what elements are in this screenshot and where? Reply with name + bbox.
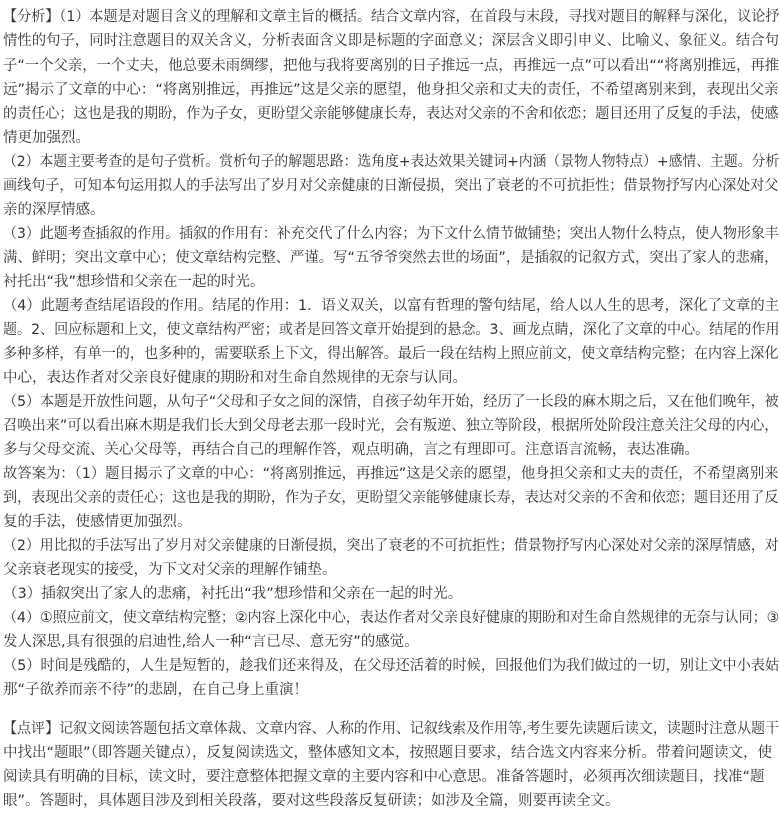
text-line: 情性的句子，同时注意题目的双关含义，分析表面含义即是标题的字面意义；深层含义即引申义、比喻义、象征义。结合句 bbox=[3, 33, 779, 49]
text-line: 中找出“题眼”（即答题关键点），反复阅读选文，整体感知文本，按照题目要求，结合选文内容来分析。带着问题读文，使 bbox=[3, 745, 773, 761]
text-line: 【分析】（1）本题是对题目含义的理解和文章主旨的概括。结合文章内容，在首段与末段，寻找对题目的解释与深化，议论抒 bbox=[3, 9, 780, 25]
text-line: 【点评】记叙文阅读答题包括文章体裁、文章内容、人称的作用、记叙线索及作用等,考生要先读题后读文，读题时注意从题干 bbox=[3, 721, 780, 737]
text-line: （2）本题主要考查的是句子赏析。赏析句子的解题思路：选角度+表达效果关键词+内涵（景物人物特点）+感情、主题。分析 bbox=[3, 154, 780, 170]
text-line: 情更加强烈。 bbox=[3, 130, 90, 146]
text-line: 复的手法，使感情更加强烈。 bbox=[3, 514, 192, 530]
text-line: 衬托出“我”想珍惜和父亲在一起的时光。 bbox=[3, 274, 265, 290]
text-line: 远”揭示了文章的中心：“将离别推远，再推远”这是父亲的愿望，他身担父亲和丈夫的责任，不希望离别来到，表现出父亲 bbox=[3, 82, 779, 98]
text-line: 发人深思,具有很强的启迪性,给人一种“言已尽、意无穷”的感觉。 bbox=[3, 634, 419, 650]
text-line: （5）本题是开放性问题，从句子“父母和子女之间的深情，自孩子幼年开始，经历了一长段的麻木期之后，又在他们晚年，被 bbox=[3, 394, 779, 410]
text-line: 那“子欲养而亲不待”的悲剧，在自己身上重演！ bbox=[3, 682, 309, 698]
text-line: 多与父母交流、关心父母等，再结合自己的理解作答，观点明确，言之有理即可。注意语言流畅，表达准确。 bbox=[3, 442, 699, 458]
text-line: 题。2、回应标题和上文，使文章结构严密；或者是回答文章开始提到的悬念。3、画龙点睛，深化了文章的中心。结尾的作用 bbox=[3, 322, 780, 338]
text-line: 多种多样，有单一的，也多种的，需要联系上下文，得出解答。最后一段在结构上照应前文，使文章结构完整；在内容上深化 bbox=[3, 346, 779, 362]
text-line: 阅读具有明确的目标，读文时，要注意整体把握文章的主要内容和中心意思。准备答题时，必须再次细读题目，找准“题 bbox=[3, 769, 765, 785]
text-line: 亲的深厚情感。 bbox=[3, 202, 105, 218]
text-line: （5）时间是残酷的，人生是短暂的，趁我们还来得及，在父母还活着的时候，回报他们为我们做过的一切，别让文中小表姑 bbox=[3, 658, 780, 674]
text-line: 中心，表达作者对父亲良好健康的期盼和对生命自然规律的无奈与认同。 bbox=[3, 370, 467, 386]
text-line: 召唤出来”可以看出麻木期是我们长大到父母老去那一段时光，会有叛逆、独立等阶段，根据所处阶段注意关注父母的内心， bbox=[3, 418, 779, 434]
text-line: （3）插叙突出了家人的悲痛，衬托出“我”想珍惜和父亲在一起的时光。 bbox=[3, 586, 463, 602]
text-line: 子“一个父亲，一个丈夫，他总要未雨绸缪，把他与我将要离别的日子推远一点，再推远一点”可以看出““将离别推远，再推 bbox=[3, 58, 780, 74]
text-line: 父亲衰老现实的接受，为下文对父亲的理解作铺垫。 bbox=[3, 562, 337, 578]
text-line: （3）此题考查插叙的作用。插叙的作用有：补充交代了什么内容；为下文什么情节做铺垫；突出人物什么特点，使人物形象丰 bbox=[3, 226, 779, 242]
text-line: （2）用比拟的手法写出了岁月对父亲健康的日渐侵损，突出了衰老的不可抗拒性；借景物抒写内心深处对父亲的深厚情感，对 bbox=[3, 538, 779, 554]
text-line: （4）此题考查结尾语段的作用。结尾的作用：1．语义双关，以富有哲理的警句结尾，给人以人生的思考，深化了文章的主 bbox=[3, 298, 779, 314]
text-line: 画线句子，可知本句运用拟人的手法写出了岁月对父亲健康的日渐侵损，突出了衰老的不可抗拒性；借景物抒写内心深处对父 bbox=[3, 178, 779, 194]
text-line: （4）①照应前文，使文章结构完整；②内容上深化中心，表达作者对父亲良好健康的期盼和对生命自然规律的无奈与认同；③ bbox=[3, 610, 780, 626]
text-line: 满、鲜明；突出文章中心；使文章结构完整、严谨。写“五爷爷突然去世的场面”，是插叙的记叙方式，突出了家人的悲痛， bbox=[3, 250, 779, 266]
text-line: 的责任心；这也是我的期盼，作为子女，更盼望父亲能够健康长寿，表达对父亲的不舍和依恋；题目还用了反复的手法，使感 bbox=[3, 106, 779, 122]
text-line: 故答案为：（1）题目揭示了文章的中心：“将离别推远，再推远”这是父亲的愿望，他身担父亲和丈夫的责任，不希望离别来 bbox=[3, 466, 779, 482]
text-line: 眼”。答题时，具体题目涉及到相关段落，要对这些段落反复研读；如涉及全篇，则要再读全文。 bbox=[3, 793, 620, 809]
text-line: 到，表现出父亲的责任心；这也是我的期盼，作为子女，更盼望父亲能够健康长寿，表达对父亲的不舍和依恋；题目还用了反 bbox=[3, 490, 779, 506]
